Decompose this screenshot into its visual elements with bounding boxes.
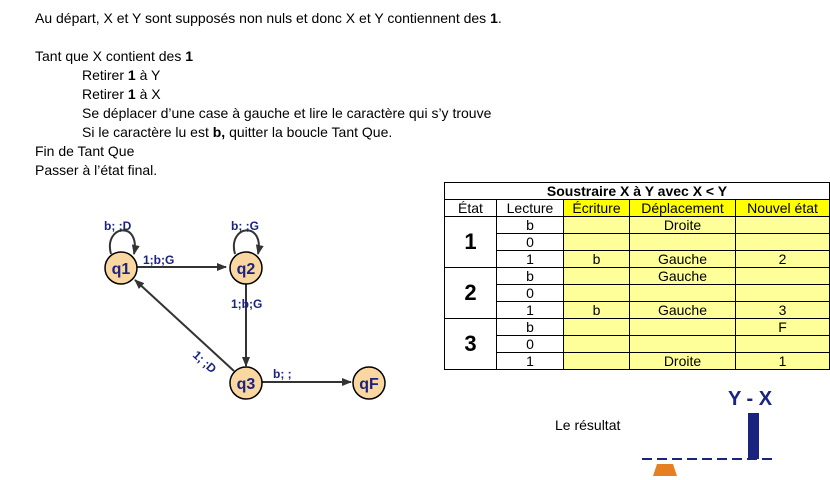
transition-table <box>444 182 830 370</box>
label-q1-q2: 1;b;G <box>143 253 175 267</box>
loop-q1 <box>110 230 135 254</box>
table-row: 0 <box>445 336 830 353</box>
table-row: 2 b Gauche <box>445 268 830 285</box>
state-cell-2: 2 <box>445 268 497 319</box>
step2-line: Retirer 1 à X <box>82 86 161 102</box>
header-lecture: Lecture <box>497 200 564 217</box>
label-q3-qF: b; ; <box>273 367 292 381</box>
final-line: Passer à l’état final. <box>35 162 158 178</box>
header-deplacement: Déplacement <box>630 200 736 217</box>
state-q1[interactable] <box>105 252 137 284</box>
state-q2[interactable] <box>230 252 262 284</box>
tape-head-icon <box>653 464 677 476</box>
state-cell-1: 1 <box>445 217 497 268</box>
header-nouvel-etat: Nouvel état <box>736 200 830 217</box>
loop-start-line: Tant que X contient des 1 <box>35 48 194 64</box>
table-row: 0 <box>445 285 830 302</box>
loop-end-line: Fin de Tant Que <box>35 143 135 159</box>
state-q3[interactable] <box>230 367 262 399</box>
table-row: 1 b Gauche 3 <box>445 302 830 319</box>
table-row: 1 b Droite <box>445 217 830 234</box>
loop-q2 <box>234 230 259 254</box>
header-ecriture: Écriture <box>564 200 630 217</box>
svg-text:q1: q1 <box>111 261 131 278</box>
result-caption: Y - X <box>728 388 773 410</box>
table-row: 0 <box>445 234 830 251</box>
step3-line: Se déplacer d’une case à gauche et lire le caractère qui s’y trouve <box>82 105 492 121</box>
table-row: 1 b Gauche 2 <box>445 251 830 268</box>
label-q2-q3: 1;b;G <box>231 297 263 311</box>
step1-line: Retirer 1 à Y <box>82 67 161 83</box>
edge-q3-q1 <box>135 280 234 371</box>
table-row: 1 Droite 1 <box>445 353 830 370</box>
label-q2-loop: b; ;G <box>231 219 259 233</box>
state-qF[interactable] <box>353 367 385 399</box>
svg-text:q3: q3 <box>236 376 256 393</box>
step4-line: Si le caractère lu est b, quitter la boucle Tant Que. <box>82 124 393 140</box>
state-cell-3: 3 <box>445 319 497 370</box>
intro-line: Au départ, X et Y sont supposés non nuls et donc X et Y contiennent des 1. <box>35 10 502 26</box>
label-q1-loop: b; ;D <box>104 219 132 233</box>
label-q3-q1: 1; ;D <box>189 347 220 377</box>
header-etat: État <box>445 200 497 217</box>
result-label: Le résultat <box>555 417 621 433</box>
table-title: Soustraire X à Y avec X < Y <box>445 183 830 200</box>
result-bar <box>748 413 759 459</box>
svg-text:qF: qF <box>359 376 379 393</box>
svg-text:q2: q2 <box>236 261 256 278</box>
table-row: 3 b F <box>445 319 830 336</box>
